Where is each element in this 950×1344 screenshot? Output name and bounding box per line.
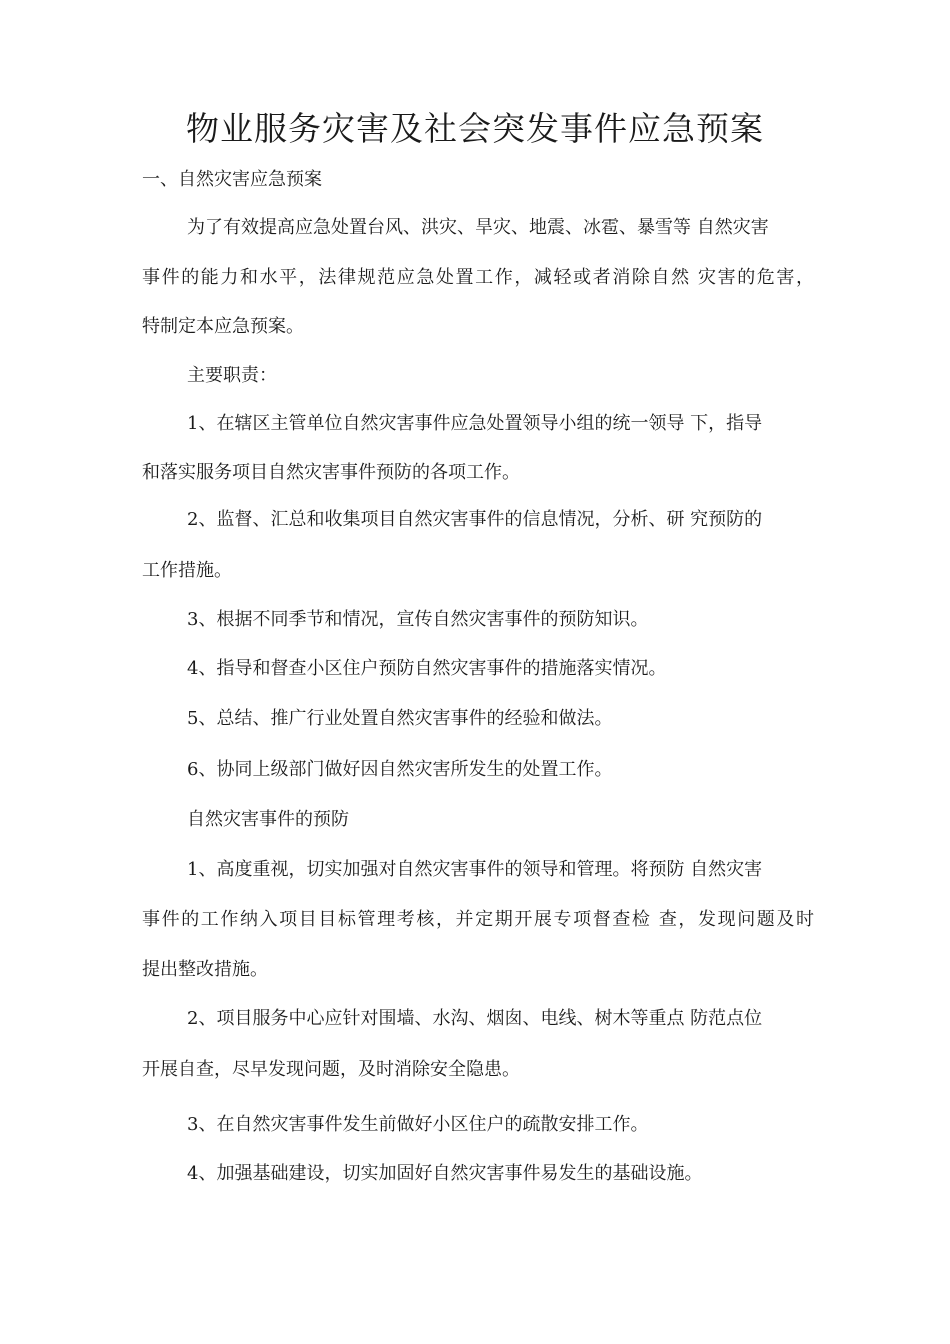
duty-1-line-2: 和落实服务项目自然灾害事件预防的各项工作。 [142, 462, 520, 483]
prevention-4: 4、加强基础建设，切实加固好自然灾害事件易发生的基础设施。 [187, 1163, 703, 1184]
duty-2-line-1: 2、监督、汇总和收集项目自然灾害事件的信息情况，分析、研 究预防的 [187, 509, 763, 530]
duty-2-line-2: 工作措施。 [142, 560, 232, 581]
intro-line-3: 特制定本应急预案。 [142, 316, 304, 337]
duty-3: 3、根据不同季节和情况，宣传自然灾害事件的预防知识。 [187, 609, 649, 630]
prevention-1-line-3: 提出整改措施。 [142, 959, 268, 980]
prevention-3: 3、在自然灾害事件发生前做好小区住户的疏散安排工作。 [187, 1114, 649, 1135]
section-heading-natural-disaster: 一、自然灾害应急预案 [142, 169, 322, 190]
duties-heading: 主要职责： [187, 365, 277, 386]
intro-line-1: 为了有效提高应急处置台风、洪灾、旱灾、地震、冰雹、暴雪等 自然灾害 [187, 217, 769, 238]
prevention-1-line-2: 事件的工作纳入项目目标管理考核，并定期开展专项督查检 查，发现问题及时 [142, 909, 814, 930]
prevention-2-line-2: 开展自查，尽早发现问题，及时消除安全隐患。 [142, 1059, 520, 1080]
duty-5: 5、总结、推广行业处置自然灾害事件的经验和做法。 [187, 708, 613, 729]
duty-6: 6、协同上级部门做好因自然灾害所发生的处置工作。 [187, 759, 613, 780]
document-title: 物业服务灾害及社会突发事件应急预案 [186, 109, 764, 148]
duty-4: 4、指导和督查小区住户预防自然灾害事件的措施落实情况。 [187, 658, 667, 679]
prevention-1-line-1: 1、高度重视，切实加强对自然灾害事件的领导和管理。将预防 自然灾害 [187, 859, 763, 880]
prevention-heading: 自然灾害事件的预防 [187, 809, 349, 830]
intro-line-2: 事件的能力和水平，法律规范应急处置工作，减轻或者消除自然 灾害的危害， [142, 267, 814, 288]
prevention-2-line-1: 2、项目服务中心应针对围墙、水沟、烟囱、电线、树木等重点 防范点位 [187, 1008, 763, 1029]
duty-1-line-1: 1、在辖区主管单位自然灾害事件应急处置领导小组的统一领导 下，指导 [187, 413, 763, 434]
